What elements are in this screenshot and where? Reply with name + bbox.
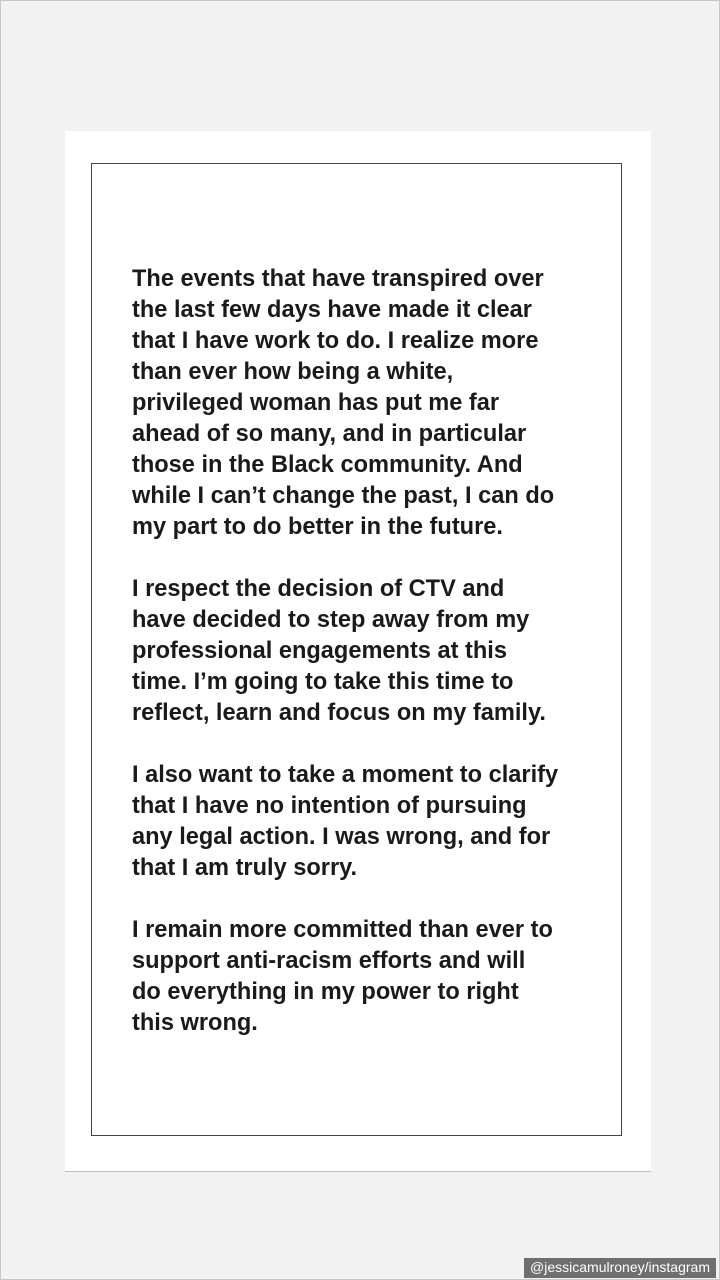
statement-paragraph-4 <box>132 915 602 1039</box>
statement-line: my part to do better in the future. <box>132 514 503 540</box>
statement-card <box>65 131 651 1172</box>
source-watermark: @jessicamulroney/instagram <box>524 1258 716 1278</box>
statement-line: time. I’m going to take this time to <box>132 669 514 695</box>
statement-line: those in the Black community. And <box>132 452 523 478</box>
statement-line: than ever how being a white, <box>132 359 454 385</box>
statement-line: professional engagements at this <box>132 638 507 664</box>
statement-line: reflect, learn and focus on my family. <box>132 700 546 726</box>
statement-text <box>132 264 602 1039</box>
statement-line: while I can’t change the past, I can do <box>132 483 555 509</box>
statement-line: I remain more committed than ever to <box>132 917 553 943</box>
statement-line: any legal action. I was wrong, and for <box>132 824 551 850</box>
statement-line: The events that have transpired over <box>132 266 544 292</box>
statement-line: that I have work to do. I realize more <box>132 328 539 354</box>
statement-line: I respect the decision of CTV and <box>132 576 505 602</box>
statement-paragraph-2 <box>132 574 602 729</box>
statement-line: privileged woman has put me far <box>132 390 500 416</box>
statement-paragraph-1 <box>132 264 602 543</box>
statement-line: I also want to take a moment to clarify <box>132 762 559 788</box>
statement-line: ahead of so many, and in particular <box>132 421 527 447</box>
statement-border-box <box>91 163 622 1136</box>
statement-line: this wrong. <box>132 1010 258 1036</box>
statement-paragraph-3 <box>132 760 602 884</box>
statement-line: support anti-racism efforts and will <box>132 948 526 974</box>
statement-line: do everything in my power to right <box>132 979 519 1005</box>
statement-line: that I am truly sorry. <box>132 855 358 881</box>
statement-line: the last few days have made it clear <box>132 297 532 323</box>
statement-line: that I have no intention of pursuing <box>132 793 527 819</box>
statement-line: have decided to step away from my <box>132 607 530 633</box>
